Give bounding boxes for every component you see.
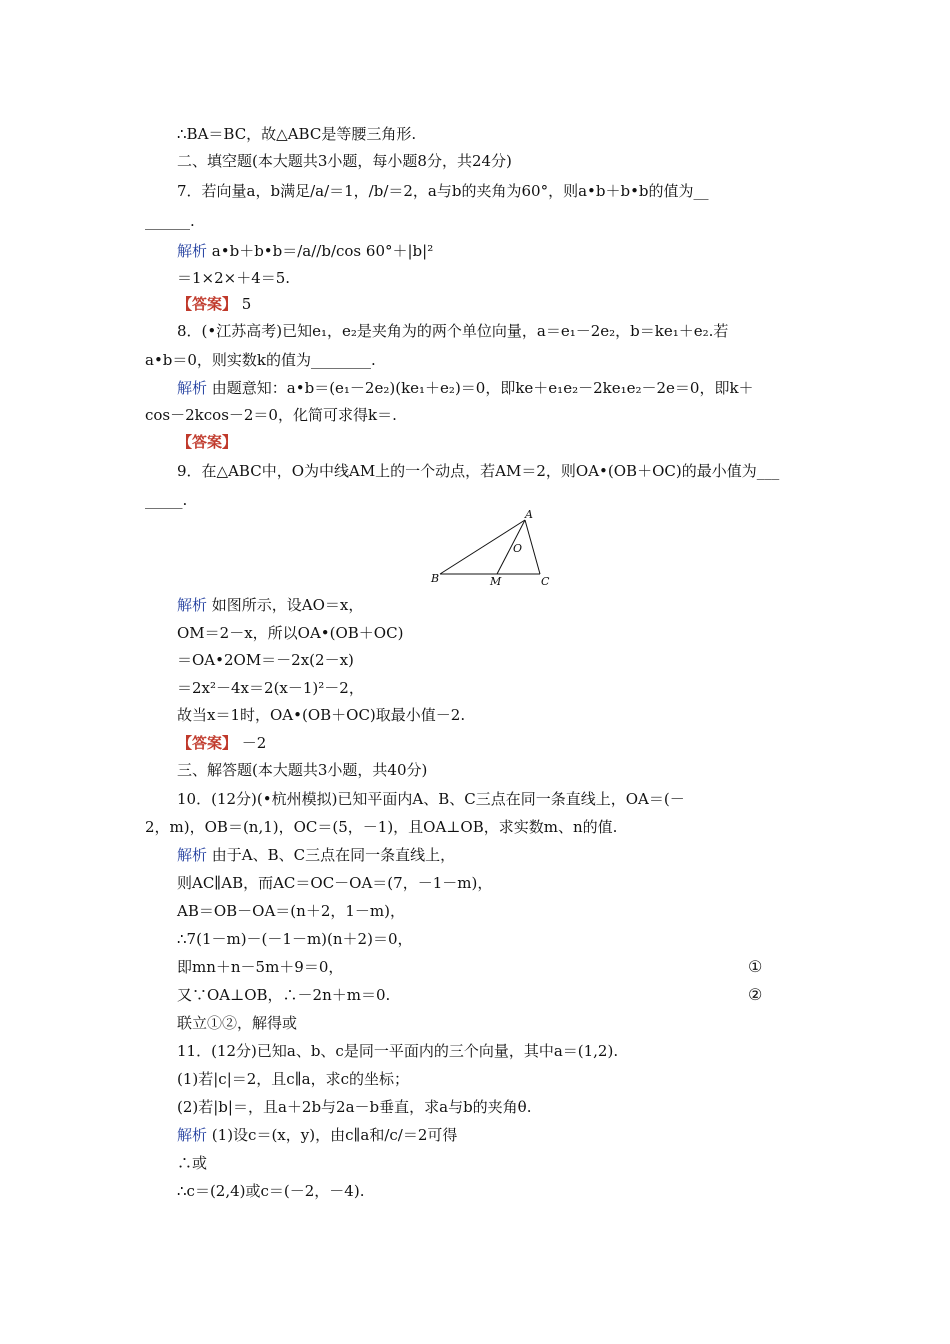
label-b: B [431, 572, 440, 585]
text-line: ＝2x²－4x＝2(x－1)²－2， [177, 679, 364, 697]
analysis-label: 解析 [177, 242, 208, 260]
text-line: 解析 (1)设c＝(x，y)，由c∥a和/c/＝2可得 [177, 1126, 458, 1144]
text-line: 11．(12分)已知a、b、c是同一平面内的三个向量，其中a＝(1,2). [177, 1042, 619, 1060]
text-line: 解析 由于A、B、C三点在同一条直线上， [177, 846, 456, 864]
analysis-label: 解析 [177, 1126, 208, 1144]
text-line: 解析 a•b＋b•b＝/a//b/cos 60°＋|b|² [177, 242, 434, 260]
text-line: 又∵OA⊥OB，∴－2n＋m＝0. [177, 986, 391, 1004]
text-line: cos－2kcos－2＝0，化简可求得k＝. [145, 406, 397, 424]
text-line: 联立①②，解得或 [177, 1014, 298, 1032]
text-line: 解析 如图所示，设AO＝x， [177, 596, 364, 614]
text-line: 故当x＝1时，OA•(OB＋OC)取最小值－2. [177, 706, 466, 724]
section-heading: 三、解答题(本大题共3小题，共40分) [177, 761, 428, 779]
text-line: ∴c＝(2,4)或c＝(－2，－4). [177, 1182, 365, 1200]
text-line: 2，m)，OB＝(n,1)，OC＝(5，－1)，且OA⊥OB，求实数m、n的值. [145, 818, 618, 836]
text-line: ＝1×2×＋4＝5. [177, 269, 291, 287]
text-line: OM＝2－x，所以OA•(OB＋OC) [177, 624, 404, 642]
text-line: 【答案】 5 [177, 295, 252, 313]
label-a: A [525, 508, 533, 521]
text-line [177, 432, 242, 452]
text-line: 解析 由题意知：a•b＝(e₁－2e₂)(ke₁＋e₂)＝0，即ke＋e₁e₂－2ke₁e₂－2e＝0，即k＋ [177, 379, 754, 397]
analysis-label: 解析 [177, 846, 208, 864]
analysis-label: 解析 [177, 596, 208, 614]
equation-marker-2: ② [748, 985, 763, 1004]
section-heading: 二、填空题(本大题共3小题，每小题8分，共24分) [177, 152, 512, 170]
text-line: 7．若向量a，b满足/a/＝1，/b/＝2，a与b的夹角为60°，则a•b＋b•b的值为__ [177, 182, 709, 200]
answer-label: 【答案】 [177, 433, 238, 451]
text-line: ______. [145, 212, 195, 230]
text-line: 【答案】 －2 [177, 734, 267, 752]
text-line: 则AC∥AB，而AC＝OC－OA＝(7，－1－m)， [177, 874, 493, 892]
text-line: AB＝OB－OA＝(n＋2，1－m)， [177, 902, 405, 920]
text-line: 即mn＋n－5m＋9＝0， [177, 958, 344, 976]
text-line: (2)若|b|＝，且a＋2b与2a－b垂直，求a与b的夹角θ. [177, 1098, 532, 1116]
text-line: 8．(•江苏高考)已知e₁，e₂是夹角为的两个单位向量，a＝e₁－2e₂，b＝ke₁＋e₂.若 [177, 322, 729, 340]
text-line: a•b＝0，则实数k的值为________. [145, 351, 376, 369]
answer-label: 【答案】 [177, 734, 238, 752]
text-line: ∴或 [177, 1154, 208, 1172]
label-o: O [513, 542, 523, 555]
text-line: ＝OA•2OM＝－2x(2－x) [177, 651, 354, 669]
label-c: C [541, 575, 550, 588]
analysis-label: 解析 [177, 379, 208, 397]
answer-label: 【答案】 [177, 295, 238, 313]
label-m: M [490, 575, 502, 588]
text-line: ∴BA＝BC，故△ABC是等腰三角形. [177, 125, 417, 143]
triangle-figure [425, 508, 565, 588]
text-line: (1)若|c|＝2，且c∥a，求c的坐标； [177, 1070, 409, 1088]
text-line: 9．在△ABC中，O为中线AM上的一个动点，若AM＝2，则OA•(OB＋OC)的最小值为___ [177, 462, 780, 480]
text-line: 10．(12分)(•杭州模拟)已知平面内A、B、C三点在同一条直线上，OA＝(－ [177, 790, 685, 808]
equation-marker-1: ① [748, 957, 763, 976]
text-line: ∴7(1－m)－(－1－m)(n＋2)＝0， [177, 930, 413, 948]
text-line: _____. [145, 491, 188, 509]
side-ac [525, 520, 540, 574]
